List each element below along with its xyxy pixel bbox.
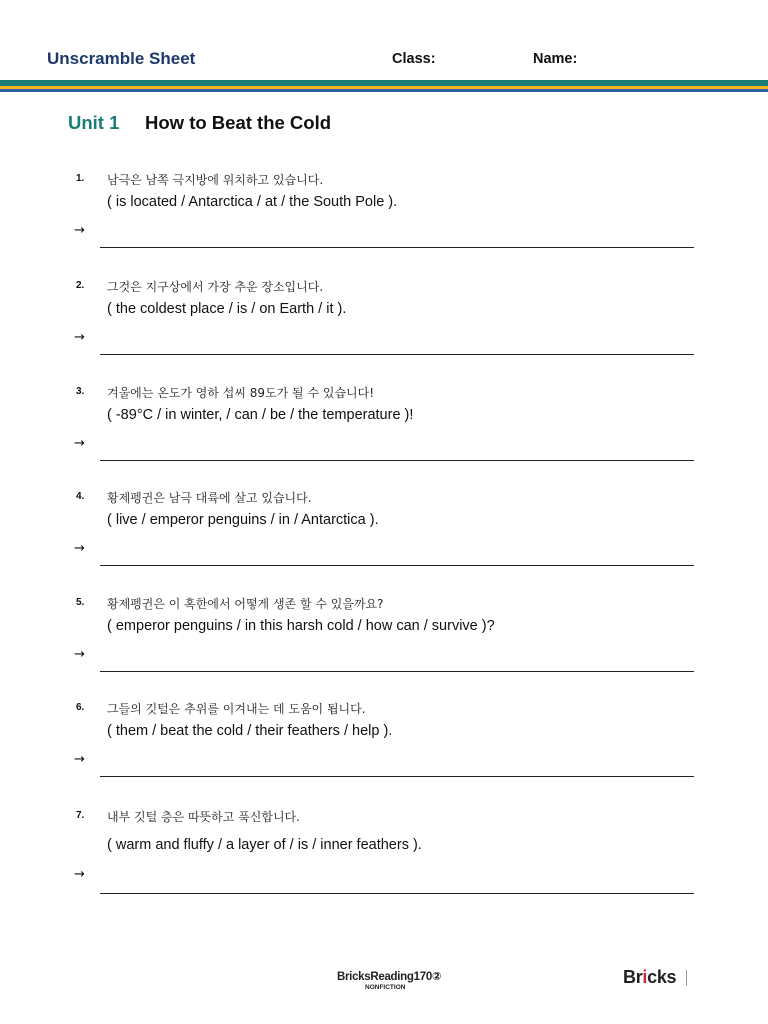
- answer-line[interactable]: [100, 460, 694, 461]
- logo-text-end: cks: [647, 967, 677, 987]
- class-label: Class:: [392, 51, 436, 67]
- exercise-item: [0, 386, 768, 476]
- item-number: 4.: [76, 491, 85, 502]
- exercise-item: [0, 810, 768, 900]
- name-label: Name:: [533, 51, 578, 67]
- bricks-logo: [623, 967, 676, 988]
- scrambled-words: ( emperor penguins / in this harsh cold / how can / survive )?: [107, 618, 495, 634]
- footer-brand-logo: [337, 968, 441, 992]
- arrow-icon: →: [74, 223, 85, 238]
- korean-sentence: 황제펭귄은 남극 대륙에 살고 있습니다.: [107, 491, 312, 505]
- brand-subtitle: NONFICTION: [365, 984, 406, 991]
- level-badge-icon: ②: [431, 971, 442, 983]
- logo-text-i: i: [642, 967, 648, 987]
- arrow-icon: →: [74, 752, 85, 767]
- exercise-item: [0, 280, 768, 370]
- answer-line[interactable]: [100, 671, 694, 672]
- answer-line[interactable]: [100, 776, 694, 777]
- header-title: Unscramble Sheet: [47, 49, 196, 68]
- item-number: 1.: [76, 173, 85, 184]
- footer-divider: [686, 970, 687, 986]
- logo-text-start: Br: [623, 967, 643, 987]
- korean-sentence: 남극은 남쪽 극지방에 위치하고 있습니다.: [107, 173, 324, 187]
- unit-title: How to Beat the Cold: [145, 112, 332, 133]
- answer-line[interactable]: [100, 354, 694, 355]
- arrow-icon: →: [74, 541, 85, 556]
- item-number: 7.: [76, 810, 85, 821]
- korean-sentence: 그것은 지구상에서 가장 추운 장소입니다.: [107, 280, 324, 294]
- korean-sentence: 황제펭귄은 이 혹한에서 어떻게 생존 할 수 있을까요?: [107, 597, 384, 611]
- korean-sentence: 겨울에는 온도가 영하 섭씨 89도가 될 수 있습니다!: [107, 386, 375, 400]
- exercise-item: [0, 702, 768, 792]
- item-number: 2.: [76, 280, 85, 291]
- unit-label: Unit 1: [68, 112, 120, 133]
- scrambled-words: ( them / beat the cold / their feathers / help ).: [107, 723, 393, 739]
- answer-line[interactable]: [100, 247, 694, 248]
- korean-sentence: 그들의 깃털은 추위를 이겨내는 데 도움이 됩니다.: [107, 702, 366, 716]
- exercise-item: [0, 173, 768, 263]
- header-stripe-blue: [0, 89, 768, 92]
- scrambled-words: ( is located / Antarctica / at / the South Pole ).: [107, 194, 398, 210]
- exercise-item: [0, 597, 768, 687]
- arrow-icon: →: [74, 436, 85, 451]
- scrambled-words: ( -89°C / in winter, / can / be / the temperature )!: [107, 407, 414, 423]
- arrow-icon: →: [74, 867, 85, 882]
- brand-name: BricksReading170: [337, 971, 432, 983]
- korean-sentence: 내부 깃털 층은 따뜻하고 푹신합니다.: [107, 810, 300, 824]
- item-number: 6.: [76, 702, 85, 713]
- arrow-icon: →: [74, 647, 85, 662]
- answer-line[interactable]: [100, 893, 694, 894]
- exercise-item: [0, 491, 768, 581]
- scrambled-words: ( live / emperor penguins / in / Antarctica ).: [107, 512, 379, 528]
- arrow-icon: →: [74, 330, 85, 345]
- item-number: 3.: [76, 386, 85, 397]
- answer-line[interactable]: [100, 565, 694, 566]
- scrambled-words: ( the coldest place / is / on Earth / it ).: [107, 301, 347, 317]
- scrambled-words: ( warm and fluffy / a layer of / is / inner feathers ).: [107, 837, 422, 853]
- item-number: 5.: [76, 597, 85, 608]
